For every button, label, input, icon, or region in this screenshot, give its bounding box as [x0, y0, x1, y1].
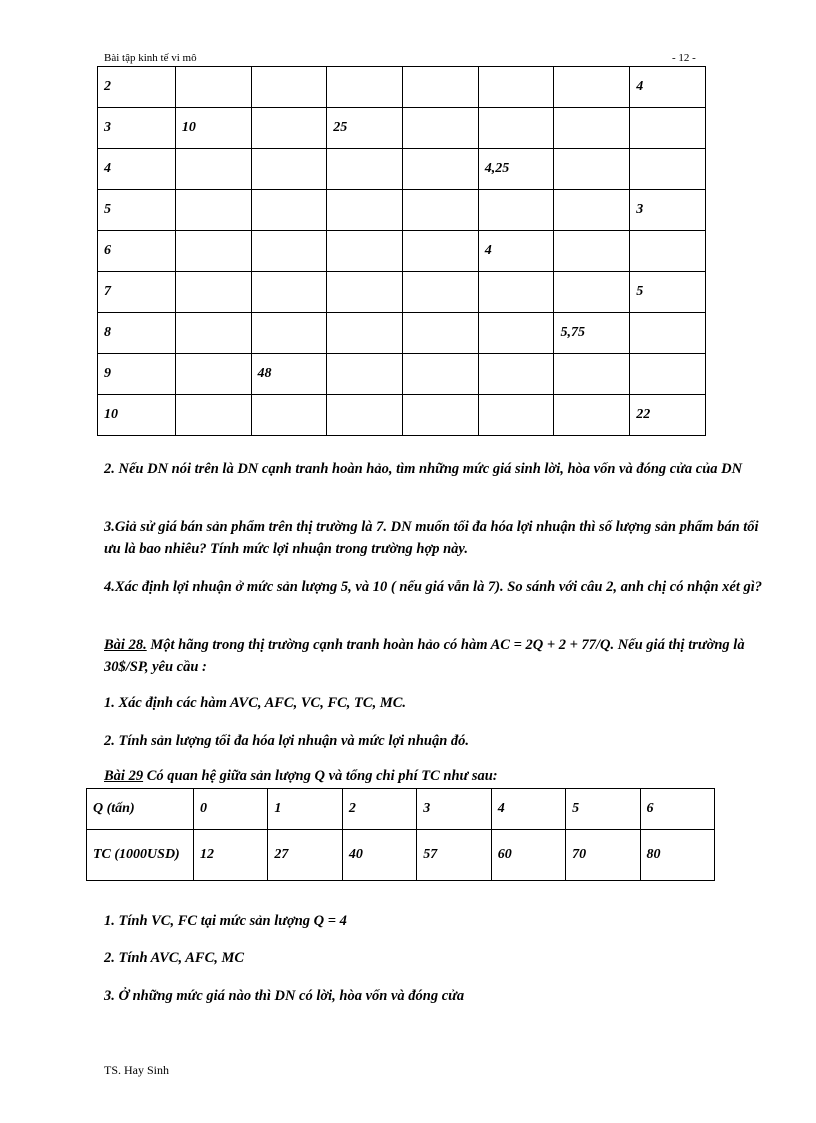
- table-cell: 4: [630, 67, 706, 108]
- exercise-29-text: Có quan hệ giữa sản lượng Q và tổng chi phí TC như sau:: [143, 768, 498, 784]
- table-cell: [554, 108, 630, 149]
- table-cell: [175, 231, 251, 272]
- exercise-28-item-1: 1. Xác định các hàm AVC, AFC, VC, FC, TC, MC.: [104, 695, 407, 711]
- table-row: [98, 190, 706, 231]
- table-cell: [327, 231, 403, 272]
- exercise-29-item-3: 3. Ở những mức giá nào thì DN có lời, hòa vốn và đóng cửa: [104, 988, 465, 1004]
- table-cell: [327, 190, 403, 231]
- question-3: 3.Giả sử giá bán sản phẩm trên thị trường là 7. DN muốn tối đa hóa lợi nhuận thì số lượng sản phẩm bán tối ưu là bao nhiêu? Tính mức lợi nhuận trong trường hợp này.: [104, 519, 759, 557]
- table-cell: [327, 313, 403, 354]
- footer-author: TS. Hay Sinh: [104, 1063, 170, 1077]
- table-cell: 5: [630, 272, 706, 313]
- q-cell: 5: [566, 789, 640, 830]
- table-cell: 25: [327, 108, 403, 149]
- exercise-29-item-2: 2. Tính AVC, AFC, MC: [104, 950, 245, 966]
- table-cell: [251, 272, 327, 313]
- table-cell: [554, 354, 630, 395]
- table-cell: 4: [98, 149, 176, 190]
- table-cell: [554, 231, 630, 272]
- table-cell: [403, 108, 479, 149]
- table-cell: [478, 354, 554, 395]
- table-cell: [478, 108, 554, 149]
- table-cell: [630, 108, 706, 149]
- table-cell: [251, 108, 327, 149]
- table-cell: [175, 149, 251, 190]
- q-cell: 6: [640, 789, 714, 830]
- table-cell: [251, 149, 327, 190]
- table-cell: [478, 395, 554, 436]
- table-row: [98, 108, 706, 149]
- table-cell: [630, 313, 706, 354]
- cost-table-continuation: [97, 66, 706, 436]
- table-cell: 5,75: [554, 313, 630, 354]
- table-cell: [554, 190, 630, 231]
- q-cell: 3: [417, 789, 491, 830]
- table-cell: 8: [98, 313, 176, 354]
- exercise-29: [104, 765, 766, 787]
- exercise-28-label: Bài 28.: [104, 637, 147, 653]
- table-row: [98, 354, 706, 395]
- table-cell: 6: [98, 231, 176, 272]
- tc-cell: 80: [640, 830, 714, 881]
- tc-cell: 27: [268, 830, 342, 881]
- table-cell: [554, 272, 630, 313]
- table-cell: [327, 149, 403, 190]
- q-cell: 4: [491, 789, 565, 830]
- question-4: 4.Xác định lợi nhuận ở mức sản lượng 5, và 10 ( nếu giá vẫn là 7). So sánh với câu 2, anh chị có nhận xét gì?: [104, 579, 763, 595]
- table-cell: [175, 313, 251, 354]
- page-number: - 12 -: [672, 52, 696, 64]
- table-cell: [478, 67, 554, 108]
- q-tc-table: [86, 788, 715, 881]
- table-cell: [403, 354, 479, 395]
- table-cell: [403, 190, 479, 231]
- table-cell: [251, 190, 327, 231]
- table-cell: [403, 272, 479, 313]
- table-cell: 5: [98, 190, 176, 231]
- table-cell: [478, 313, 554, 354]
- tc-cell: 40: [342, 830, 416, 881]
- table-row: [98, 231, 706, 272]
- table-cell: [327, 395, 403, 436]
- table-row: [98, 313, 706, 354]
- table-row: [98, 395, 706, 436]
- table-cell: 10: [175, 108, 251, 149]
- tc-row: [87, 830, 715, 881]
- exercise-29-item-1: 1. Tính VC, FC tại mức sản lượng Q = 4: [104, 913, 347, 929]
- tc-header-cell: TC (1000USD): [87, 830, 194, 881]
- table-cell: [630, 354, 706, 395]
- table-cell: [175, 354, 251, 395]
- table-cell: [327, 67, 403, 108]
- table-cell: 9: [98, 354, 176, 395]
- q-header-cell: Q (tấn): [87, 789, 194, 830]
- table-cell: [403, 395, 479, 436]
- table-cell: 48: [251, 354, 327, 395]
- table-cell: [327, 354, 403, 395]
- table-cell: [554, 149, 630, 190]
- table-cell: [403, 231, 479, 272]
- q-cell: 1: [268, 789, 342, 830]
- header-title: Bài tập kinh tế vi mô: [104, 52, 197, 64]
- table-cell: 2: [98, 67, 176, 108]
- table-cell: 3: [98, 108, 176, 149]
- question-2: 2. Nếu DN nói trên là DN cạnh tranh hoàn hảo, tìm những mức giá sinh lời, hòa vốn và đóng cửa của DN: [104, 461, 743, 477]
- table-cell: [175, 67, 251, 108]
- table-cell: [251, 395, 327, 436]
- table-cell: 22: [630, 395, 706, 436]
- table-cell: [478, 190, 554, 231]
- table-cell: [630, 149, 706, 190]
- table-cell: [403, 313, 479, 354]
- table-cell: [175, 395, 251, 436]
- table-row: [98, 149, 706, 190]
- table-cell: [554, 67, 630, 108]
- exercise-28-text: Một hãng trong thị trường cạnh tranh hoàn hảo có hàm AC = 2Q + 2 + 77/Q. Nếu giá thị trường là 30$/SP, yêu cầu :: [104, 637, 745, 675]
- table-cell: 7: [98, 272, 176, 313]
- exercise-28: [104, 634, 766, 678]
- table-cell: [251, 67, 327, 108]
- exercise-29-label: Bài 29: [104, 768, 144, 784]
- table-cell: [251, 231, 327, 272]
- table-cell: [403, 149, 479, 190]
- table-cell: [175, 190, 251, 231]
- tc-cell: 12: [194, 830, 268, 881]
- tc-cell: 70: [566, 830, 640, 881]
- q-cell: 2: [342, 789, 416, 830]
- table-cell: [478, 272, 554, 313]
- tc-cell: 57: [417, 830, 491, 881]
- exercise-28-item-2: 2. Tính sản lượng tối đa hóa lợi nhuận và mức lợi nhuận đó.: [104, 733, 470, 749]
- table-cell: 4,25: [478, 149, 554, 190]
- q-row: [87, 789, 715, 830]
- table-cell: [251, 313, 327, 354]
- table-row: [98, 272, 706, 313]
- tc-cell: 60: [491, 830, 565, 881]
- table-cell: 3: [630, 190, 706, 231]
- table-cell: 4: [478, 231, 554, 272]
- table-cell: [403, 67, 479, 108]
- table-cell: [630, 231, 706, 272]
- table-row: [98, 67, 706, 108]
- table-cell: [327, 272, 403, 313]
- q-cell: 0: [194, 789, 268, 830]
- table-cell: 10: [98, 395, 176, 436]
- table-cell: [554, 395, 630, 436]
- table-cell: [175, 272, 251, 313]
